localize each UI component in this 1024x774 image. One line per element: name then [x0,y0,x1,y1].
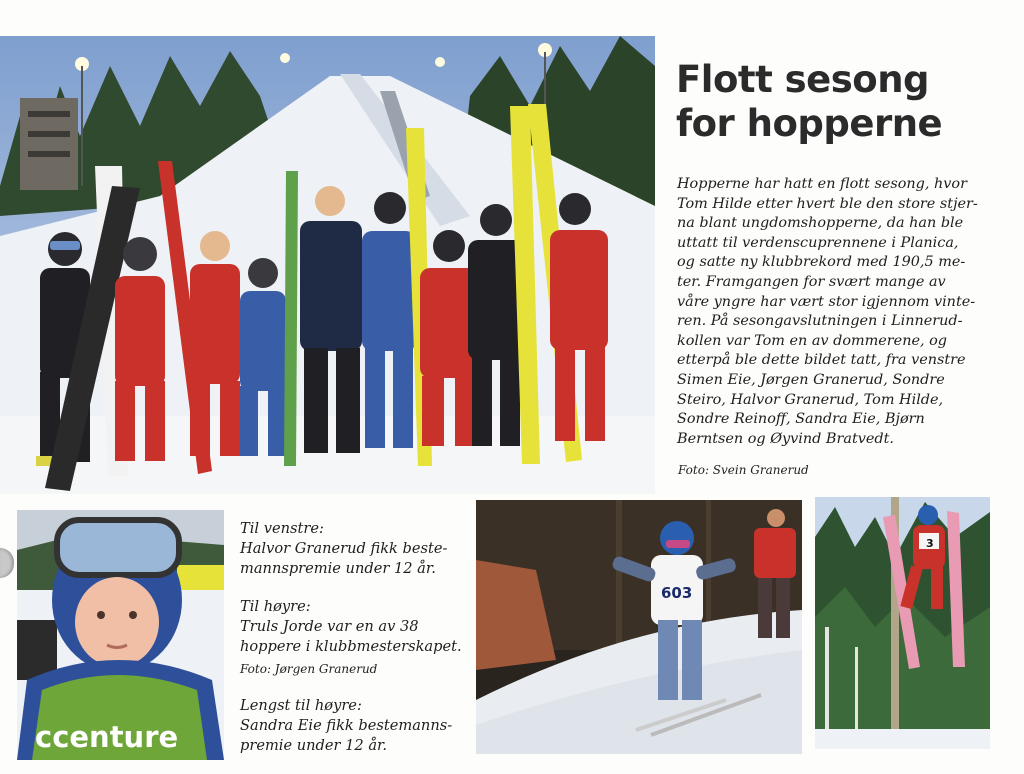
body-line: Steiro, Halvor Granerud, Tom Hilde, [677,391,944,408]
main-photo-credit: Foto: Svein Granerud [678,463,809,477]
body-line: Tom Hilde etter hvert ble den store stjer- [677,195,978,212]
group-photo-image [0,36,655,494]
caption-right-line: hoppere i klubbmesterskapet. [240,638,462,655]
body-line: Hopperne har hatt en flott sesong, hvor [677,176,967,192]
jump-bib-number: 3 [926,537,934,550]
portrait-photo-image [17,510,224,760]
caption-far-right-line: premie under 12 år. [240,737,388,754]
body-line: na blant ungdomshopperne, da han ble [677,215,964,232]
caption-far-right [240,696,480,756]
body-line: Simen Eie, Jørgen Granerud, Sondre [677,371,945,388]
body-line: ren. På sesongavslutningen i Linnerud- [677,313,963,330]
caption-left-line: Halvor Granerud fikk beste- [240,540,448,557]
caption-right [240,597,480,679]
binder-punch-hole [0,548,14,578]
group-photo [0,36,655,494]
caption-left-title: Til venstre: [240,520,324,537]
action-photo-image [476,500,802,754]
jump-photo [815,497,990,749]
caption-far-right-title: Lengst til høyre: [240,697,362,714]
caption-right-title: Til høyre: [240,598,311,615]
body-line: Sondre Reinoff, Sandra Eie, Bjørn [677,411,925,428]
article-headline [676,58,1006,146]
body-line: uttatt til verdenscuprennene i Planica, [677,234,959,251]
caption-right-line: Truls Jorde var en av 38 [240,618,419,635]
caption-left [240,519,480,579]
jump-photo-image [815,497,990,749]
action-photo [476,500,802,754]
caption-right-credit: Foto: Jørgen Granerud [240,662,378,676]
caption-left-line: mannspremie under 12 år. [240,560,436,577]
action-bib-number: 603 [661,584,693,602]
headline-line-2: for hopperne [676,102,943,145]
caption-far-right-line: Sandra Eie fikk bestemanns- [240,717,453,734]
body-line: og satte ny klubbrekord med 190,5 me- [677,254,966,271]
body-line: etterpå ble dette bildet tatt, fra venstre [677,352,966,369]
portrait-bib-text: ccenture [35,720,179,754]
headline-line-1: Flott sesong [676,58,930,101]
article-body [677,175,989,449]
body-line: våre yngre har vært stor igjennom vinte- [677,293,976,310]
body-line: kollen var Tom en av dommerene, og [677,332,948,349]
body-line: ter. Framgangen for svært mange av [677,273,946,290]
body-line: Berntsen og Øyvind Bratvedt. [677,430,894,447]
portrait-photo [17,510,224,760]
